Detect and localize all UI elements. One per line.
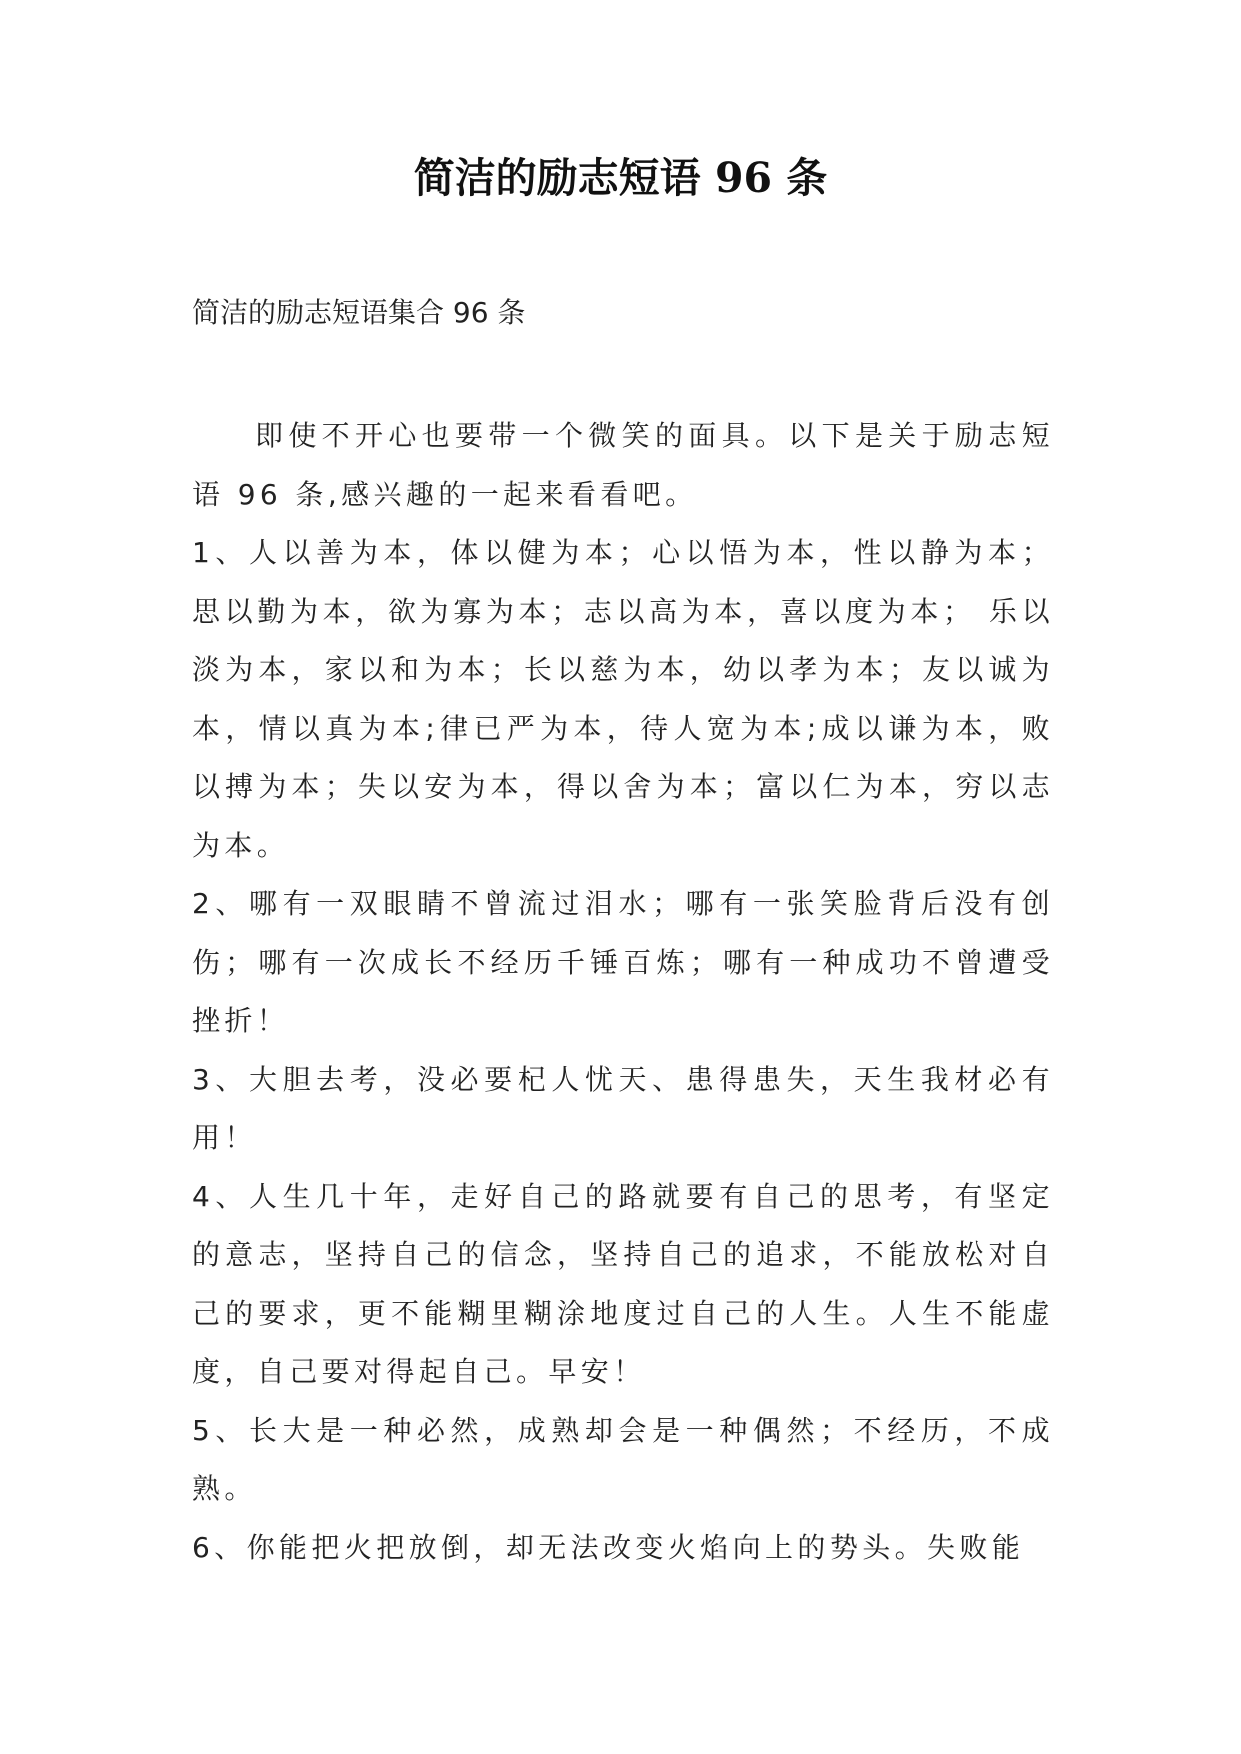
list-item: 6、你能把火把放倒，却无法改变火焰向上的势头。失败能: [192, 1530, 1025, 1564]
list-item: 4、人生几十年，走好自己的路就要有自己的思考，有坚定的意志，坚持自己的信念，坚持自己的追求，不能放松对自己的要求，更不能糊里糊涂地度过自己的人生。人生不能虚度，自己要对得起自己。早安！: [192, 1179, 1054, 1388]
list-item: 2、哪有一双眼睛不曾流过泪水；哪有一张笑脸背后没有创伤；哪有一次成长不经历千锤百炼；哪有一种成功不曾遭受挫折！: [192, 887, 1054, 1037]
document-body: [192, 407, 1054, 1577]
list-item: 3、大胆去考，没必要杞人忧天、患得患失，天生我材必有用！: [192, 1062, 1054, 1154]
intro-paragraph: 即使不开心也要带一个微笑的面具。以下是关于励志短语 96 条,感兴趣的一起来看看吧。: [192, 419, 1054, 511]
document-subtitle: 简洁的励志短语集合 96 条: [192, 296, 526, 329]
list-item: 5、长大是一种必然，成熟却会是一种偶然；不经历，不成熟。: [192, 1413, 1054, 1505]
document-title: 简洁的励志短语 96 条: [413, 154, 828, 202]
list-item: 1、人以善为本，体以健为本；心以悟为本，性以静为本；思以勤为本，欲为寡为本；志以高为本，喜以度为本； 乐以淡为本，家以和为本；长以慈为本，幼以孝为本；友以诚为本，情以真为本;律已严为本，待人宽为本;成以谦为本，败以搏为本；失以安为本，得以舍为本；富以仁为本，穷以志为本。: [192, 536, 1054, 862]
